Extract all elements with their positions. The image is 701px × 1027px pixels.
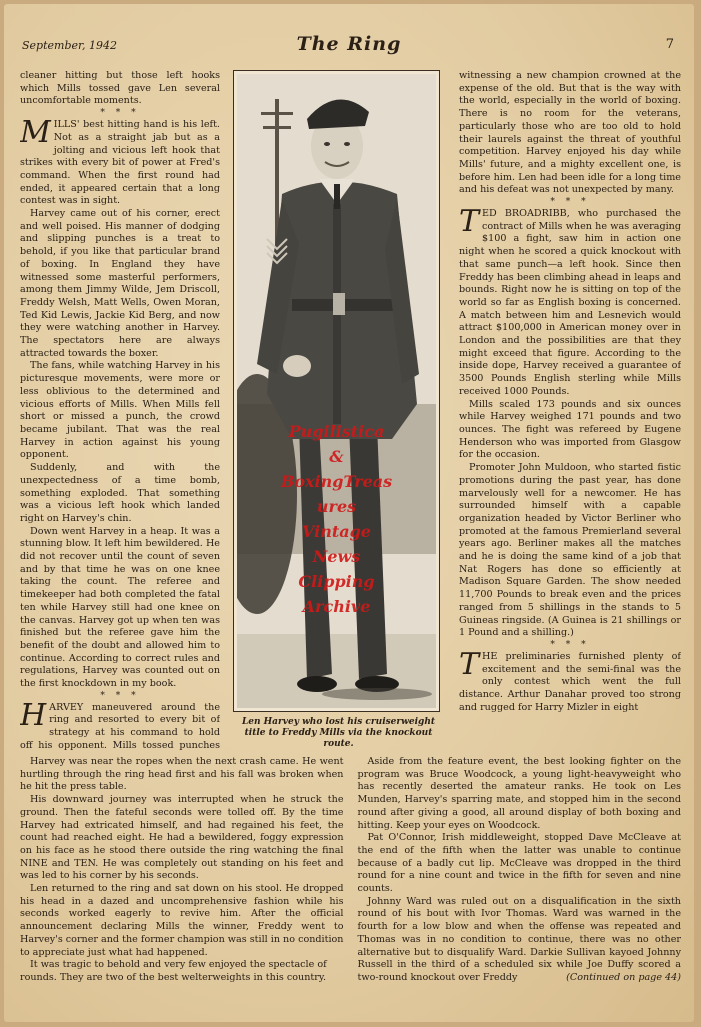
page-number: 7 <box>665 37 674 52</box>
section-divider: * * * <box>550 639 590 650</box>
magazine-title: The Ring <box>296 33 402 55</box>
paragraph: cleaner hitting but those left hooks which Mills tossed gave Len several uncomfortable moments. <box>20 70 220 107</box>
paragraph: His downward journey was interrupted when he struck the ground. Then the fateful seconds were tolled off. By the time Harvey had extricated himself, and had regained his feet, the count had reached eight. He had a bewildered, foggy expression on his face as he stood there outside the ring watching the final NINE and TEN. He was completely out standing on his feet and was led to his corner by his seconds. <box>20 794 344 882</box>
paragraph: Suddenly, and with the unexpectedness of a time bomb, something exploded. That something was a vicious left hook which landed right on Harvey's chin. <box>20 462 220 524</box>
paragraph: It was tragic to behold and very few enjoyed the spectacle of <box>30 959 327 971</box>
paragraph-text: ILLS' best hitting hand is his left. Not as a straight jab but as a jolting and vicious left hook that strikes with every bit of power at Fred's command. When the first round had ended, it appeared certain that a long contest was in sight. <box>20 119 220 207</box>
continued-link: (Continued on page 44) <box>566 971 681 983</box>
section-divider: * * * <box>100 108 140 119</box>
drop-cap: H <box>20 697 47 733</box>
paragraph: Harvey was near the ropes when the next crash came. He went hurtling through the ring head first and his fall was broken when he hit the press table. <box>20 756 344 793</box>
page-header <box>18 33 680 63</box>
drop-cap: M <box>20 115 51 151</box>
paragraph <box>358 896 682 985</box>
paragraph: Harvey came out of his corner, erect and well poised. His manner of dodging and slipping punches is a treat to behold, if you like that particular brand of boxing. In England they have witnessed some masterful performers, among them Jimmy Wilde, Jem Driscoll, Freddy Welsh, Matt Wells, Owen Moran, Ted Kid Lewis, Jackie Kid Berg, and now they were watching another in Harvey. The spectators here are always attracted towards the boxer. <box>20 208 220 359</box>
paragraph <box>20 697 220 750</box>
paragraph: The fans, while watching Harvey in his picturesque movements, were more or less oblivious to the determined and vicious efforts of Mills. When Mills fell short or missed a punch, the crowd became jubilant. That was the real Harvey in action against his young opponent. <box>20 360 220 461</box>
paragraph: Down went Harvey in a heap. It was a stunning blow. It left him bewildered. He did not recover until the count of seven and by that time he was on one knee taking the count. The referee and timekeeper had both completed the fatal ten while Harvey still had one knee on the canvas. Harvey got up when ten was finished but the referee gave him the benefit of the doubt and allowed him to continue. According to correct rules and regulations, Harvey was counted out on the first knockdown in my book. <box>20 525 220 690</box>
boxer-photo <box>237 74 436 708</box>
article-column-right <box>459 70 681 760</box>
paragraph-text: ARVEY maneuvered around the ring and resorted to every bit of strategy at his command to hold off his opponent. Mills tossed punches <box>20 701 220 750</box>
drop-cap: T <box>459 204 480 240</box>
paragraph: rounds. They are two of the best welterweights in this country. <box>20 971 327 983</box>
magazine-page <box>4 4 694 1022</box>
issue-date: September, 1942 <box>22 39 118 52</box>
drop-cap: T <box>459 646 480 682</box>
watermark-line: Clipping <box>298 572 375 591</box>
paragraph: witnessing a new champion crowned at the expense of the old. But that is the way with the world, especially in the world of boxing. There is no room for the veterans, particularly those who are too old to hold their laurels against the threat of youthful competition. Harvey enjoyed his day while Mills' future, and a mighty excellent one, is before him. Len had been idle for a long time and his defeat was not unexpected by many. <box>459 70 681 196</box>
photo-frame <box>233 70 440 712</box>
paragraph: Pat O'Connor, Irish middleweight, stopped Dave McCleave at the end of the fifth when the latter was unable to continue because of a badly cut lip. McCleave was dropped in the third round for a nine count and twice in the fifth for seven and nine counts. <box>357 832 681 895</box>
article-bottom-columns <box>20 756 681 1022</box>
paragraph: Len returned to the ring and sat down on his stool. He dropped his head in a dazed and uncomprehensive fashion while his seconds worked eagerly to revive him. After the official announcement declaring Mills the winner, Freddy went to Harvey's corner and the former champion was still in no condition to appreciate just what had happened. <box>20 883 344 958</box>
paragraph-text: Johnny Ward was ruled out on a disqualification in the sixth round of his bout with Ivor Thomas. Ward was warned in the fourth for a low blow and when the offense was repeated and Thomas was in no condition to continue, there was no other alternative but to disqualify Ward. Darkie Sullivan kayoed Johnny Russell in the third of a scheduled six while Joe Duffy scored a two-round knockout over Freddy <box>357 895 681 983</box>
article-column-left <box>20 70 220 750</box>
watermark-line: Vintage <box>302 522 371 541</box>
watermark-line: Archive <box>302 597 371 616</box>
watermark-line: ures <box>316 497 357 516</box>
paragraph-text: ED BROADRIBB, who purchased the contract of Mills when he was averaging $100 a fight, saw him in action one night when he scored a quick knockout with that same punch—a left hook. Since then Freddy has been climbing ahead in leaps and bounds. Right now he is sitting on top of the world so far as English boxing is concerned. A match between him and Lesnevich would attract $100,000 in American money over in London and the possibilities are that they might exceed that figure. According to the inside dope, Harvey received a guarantee of 3500 Pounds English sterling while Mills received 1000 Pounds. <box>459 208 681 397</box>
paragraph: Aside from the feature event, the best looking fighter on the program was Bruce Woodcock, a young light-heavyweight who has recently deserted the amateur ranks. He took on Les Munden, Harvey's sparring mate, and stopped him in the second round after giving a good, all around display of both boxing and hitting. Keep your eyes on Woodcock. <box>357 756 681 831</box>
watermark-line: BoxingTreas <box>280 472 393 491</box>
section-divider: * * * <box>550 197 590 208</box>
watermark-line: Pugilistica <box>288 422 385 441</box>
photo-caption: Len Harvey who lost his cruiserweight title to Freddy Mills via the knockout route. <box>241 717 436 749</box>
watermark-line: News <box>312 547 361 566</box>
archive-watermark <box>237 419 436 619</box>
paragraph: Mills scaled 173 pounds and six ounces while Harvey weighed 171 pounds and two ounces. The fight was refereed by Eugene Henderson who was imported from Glasgow for the occasion. <box>459 398 681 461</box>
paragraph-text: HE preliminaries furnished plenty of excitement and the semi-final was the only contest which went the full distance. Arthur Danahar proved too strong and rugged for Harry Mizler in eight <box>459 650 681 713</box>
watermark-line: & <box>329 447 344 466</box>
paragraph <box>20 115 220 208</box>
section-divider: * * * <box>100 690 140 701</box>
paragraph <box>459 646 681 715</box>
paragraph <box>459 204 681 399</box>
paragraph: Promoter John Muldoon, who started fistic promotions during the past year, has done marvelously well for a newcomer. He has surrounded himself with a capable organization headed by Victor Berliner who promoted at the famous Premierland several years ago. Berliner makes all the matches and he is doing the same kind of a job that Nat Rogers has done so efficiently at Madison Square Garden. The show needed 11,700 Pounds to break even and the prices ranged from 5 shillings in the stands to 5 Guineas ringside. (A Guinea is 21 shillings or 1 Pound and a shilling.) <box>459 462 681 639</box>
